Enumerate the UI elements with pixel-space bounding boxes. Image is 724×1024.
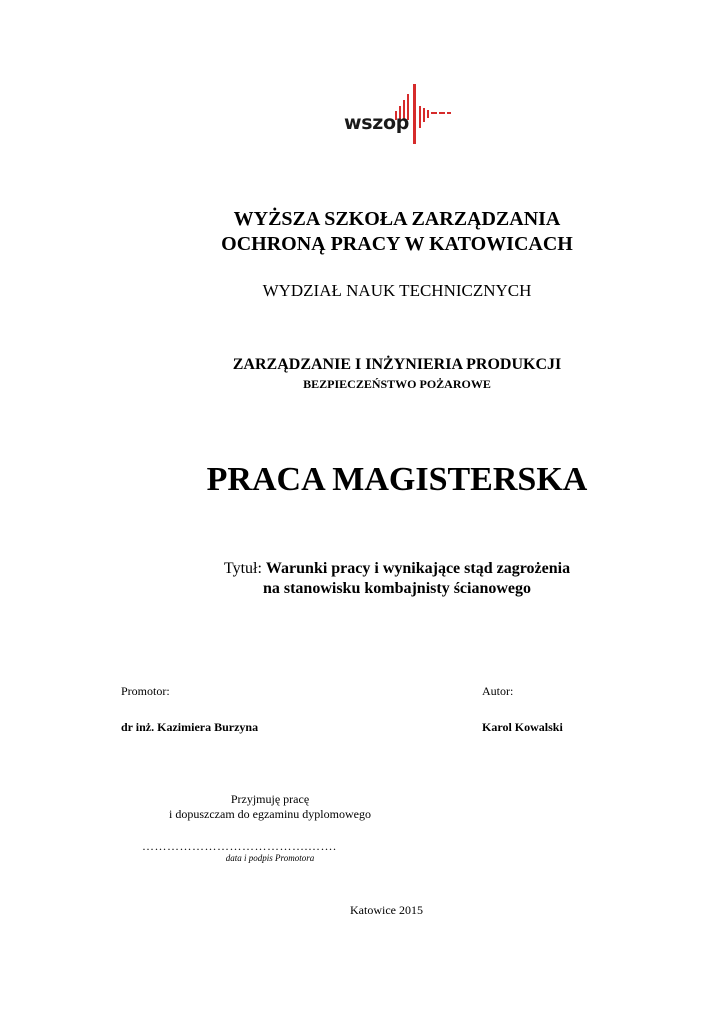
- title-line-1: Warunki pracy i wynikające stąd zagrożenia: [265, 560, 571, 577]
- field-of-study: ZARZĄDZANIE I INŻYNIERIA PRODUKCJI: [232, 356, 562, 373]
- specialization: BEZPIECZEŃSTWO POŻAROWE: [303, 377, 491, 391]
- university-line-1: WYŻSZA SZKOŁA ZARZĄDZANIA: [233, 208, 561, 230]
- acceptance-line-1: Przyjmuję pracę: [230, 792, 310, 806]
- signature-line: ………………………………….…….: [142, 839, 337, 853]
- promotor-name: dr inż. Kazimiera Burzyna: [121, 720, 259, 734]
- place-and-year: Katowice 2015: [350, 903, 423, 917]
- acceptance-line-2: i dopuszczam do egzaminu dyplomowego: [169, 807, 371, 821]
- logo-text: wszop: [344, 112, 410, 134]
- signature-caption: data i podpis Promotora: [225, 853, 315, 863]
- promotor-label: Promotor:: [121, 684, 170, 698]
- author-name: Karol Kowalski: [482, 720, 563, 734]
- acceptance-statement: [135, 792, 405, 822]
- title-line-2: na stanowisku kombajnisty ścianowego: [262, 580, 532, 597]
- university-line-2: OCHRONĄ PRACY W KATOWICACH: [221, 233, 573, 255]
- faculty-name: WYDZIAŁ NAUK TECHNICZNYCH: [262, 281, 532, 300]
- author-label: Autor:: [482, 684, 514, 698]
- title-prefix: Tytuł:: [223, 560, 266, 577]
- university-name: [35, 207, 724, 257]
- thesis-title: [35, 559, 724, 599]
- wszop-logo: [344, 84, 454, 146]
- thesis-type: PRACA MAGISTERSKA: [206, 461, 588, 498]
